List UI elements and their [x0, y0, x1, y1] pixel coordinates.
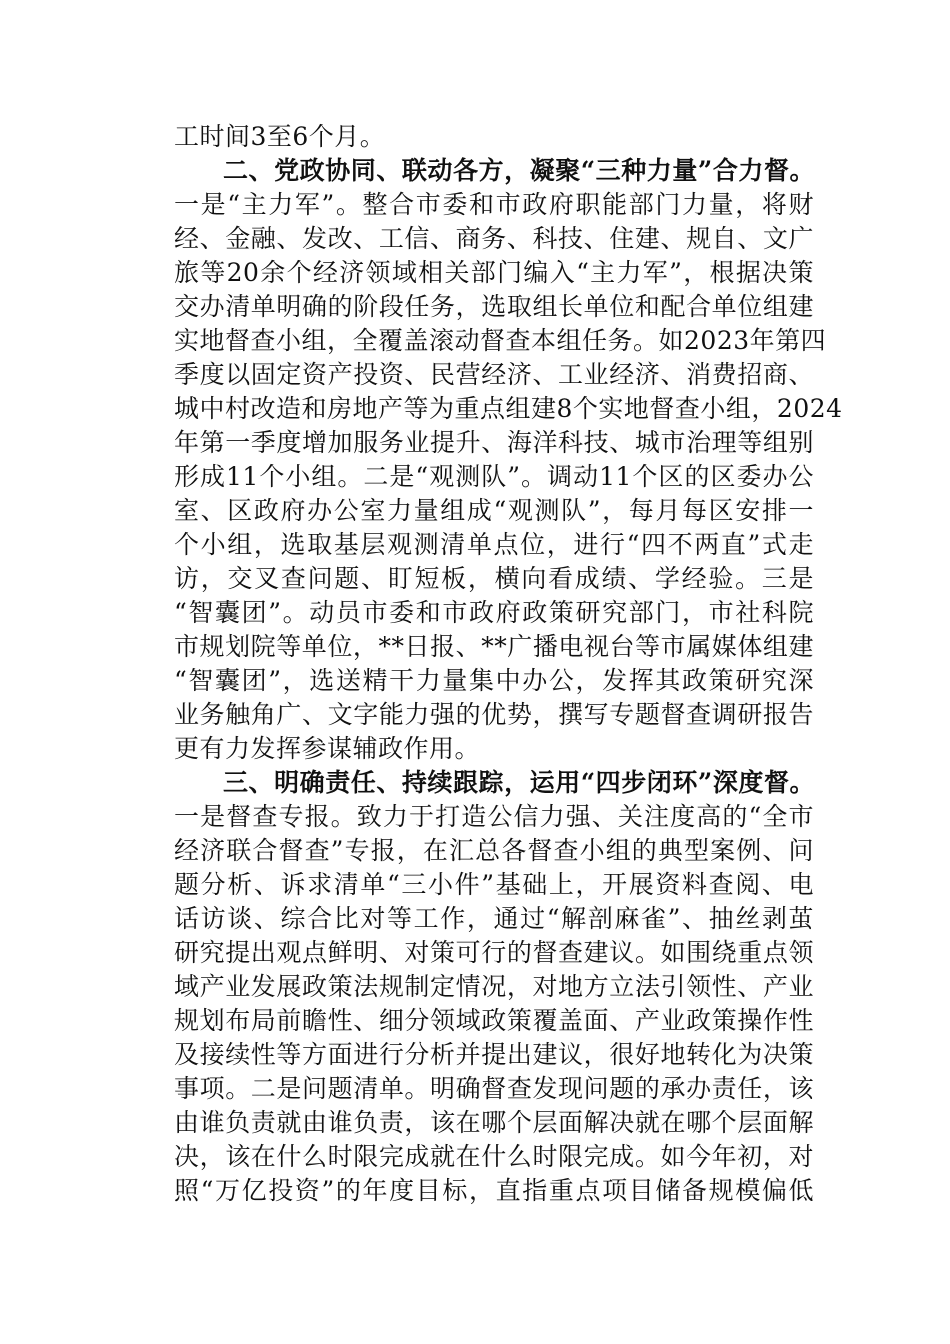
paragraph-line: 旅等20余个经济领域相关部门编入“主力军”，根据决策	[174, 258, 814, 287]
paragraph-line: 城中村改造和房地产等为重点组建8个实地督查小组，2024	[174, 394, 843, 423]
paragraph-line: 照“万亿投资”的年度目标，直指重点项目储备规模偏低	[174, 1176, 814, 1205]
paragraph-line: 室、区政府办公室力量组成“观测队”，每月每区安排一	[174, 496, 814, 525]
paragraph-line: 市规划院等单位，**日报、**广播电视台等市属媒体组建	[174, 632, 814, 661]
paragraph-line: 经济联合督查”专报，在汇总各督查小组的典型案例、问	[174, 836, 814, 865]
paragraph-line: 及接续性等方面进行分析并提出建议，很好地转化为决策	[174, 1040, 814, 1069]
paragraph-line: 规划布局前瞻性、细分领域政策覆盖面、产业政策操作性	[174, 1006, 814, 1035]
paragraph-line: 工时间3至6个月。	[174, 122, 386, 151]
paragraph-line: 业务触角广、文字能力强的优势，撰写专题督查调研报告	[174, 700, 814, 729]
paragraph-line: 一是“主力军”。整合市委和市政府职能部门力量，将财	[174, 190, 814, 219]
paragraph-line: 实地督查小组，全覆盖滚动督查本组任务。如2023年第四	[174, 326, 827, 355]
paragraph-line: “智囊团”。动员市委和市政府政策研究部门，市社科院	[174, 598, 814, 627]
paragraph-line: 由谁负责就由谁负责，该在哪个层面解决就在哪个层面解	[174, 1108, 814, 1137]
paragraph-line: 决，该在什么时限完成就在什么时限完成。如今年初，对	[174, 1142, 814, 1171]
paragraph-line: “智囊团”，选送精干力量集中办公，发挥其政策研究深	[174, 666, 814, 695]
paragraph-line: 经、金融、发改、工信、商务、科技、住建、规自、文广	[174, 224, 814, 253]
paragraph-line: 形成11个小组。二是“观测队”。调动11个区的区委办公	[174, 462, 814, 491]
section-heading: 三、明确责任、持续跟踪，运用“四步闭环”深度督。	[223, 768, 815, 797]
section-heading: 二、党政协同、联动各方，凝聚“三种力量”合力督。	[223, 156, 815, 185]
paragraph-line: 研究提出观点鲜明、对策可行的督查建议。如围绕重点领	[174, 938, 814, 967]
paragraph-line: 访，交叉查问题、盯短板，横向看成绩、学经验。三是	[174, 564, 814, 593]
paragraph-line: 个小组，选取基层观测清单点位，进行“四不两直”式走	[174, 530, 814, 559]
paragraph-line: 更有力发挥参谋辅政作用。	[174, 734, 481, 763]
paragraph-line: 事项。二是问题清单。明确督查发现问题的承办责任，该	[174, 1074, 814, 1103]
paragraph-line: 年第一季度增加服务业提升、海洋科技、城市治理等组别	[174, 428, 814, 457]
paragraph-line: 话访谈、综合比对等工作，通过“解剖麻雀”、抽丝剥茧	[174, 904, 814, 933]
paragraph-line: 题分析、诉求清单“三小件”基础上，开展资料查阅、电	[174, 870, 814, 899]
paragraph-line: 季度以固定资产投资、民营经济、工业经济、消费招商、	[174, 360, 814, 389]
paragraph-line: 交办清单明确的阶段任务，选取组长单位和配合单位组建	[174, 292, 814, 321]
paragraph-line: 一是督查专报。致力于打造公信力强、关注度高的“全市	[174, 802, 814, 831]
paragraph-line: 域产业发展政策法规制定情况，对地方立法引领性、产业	[174, 972, 814, 1001]
